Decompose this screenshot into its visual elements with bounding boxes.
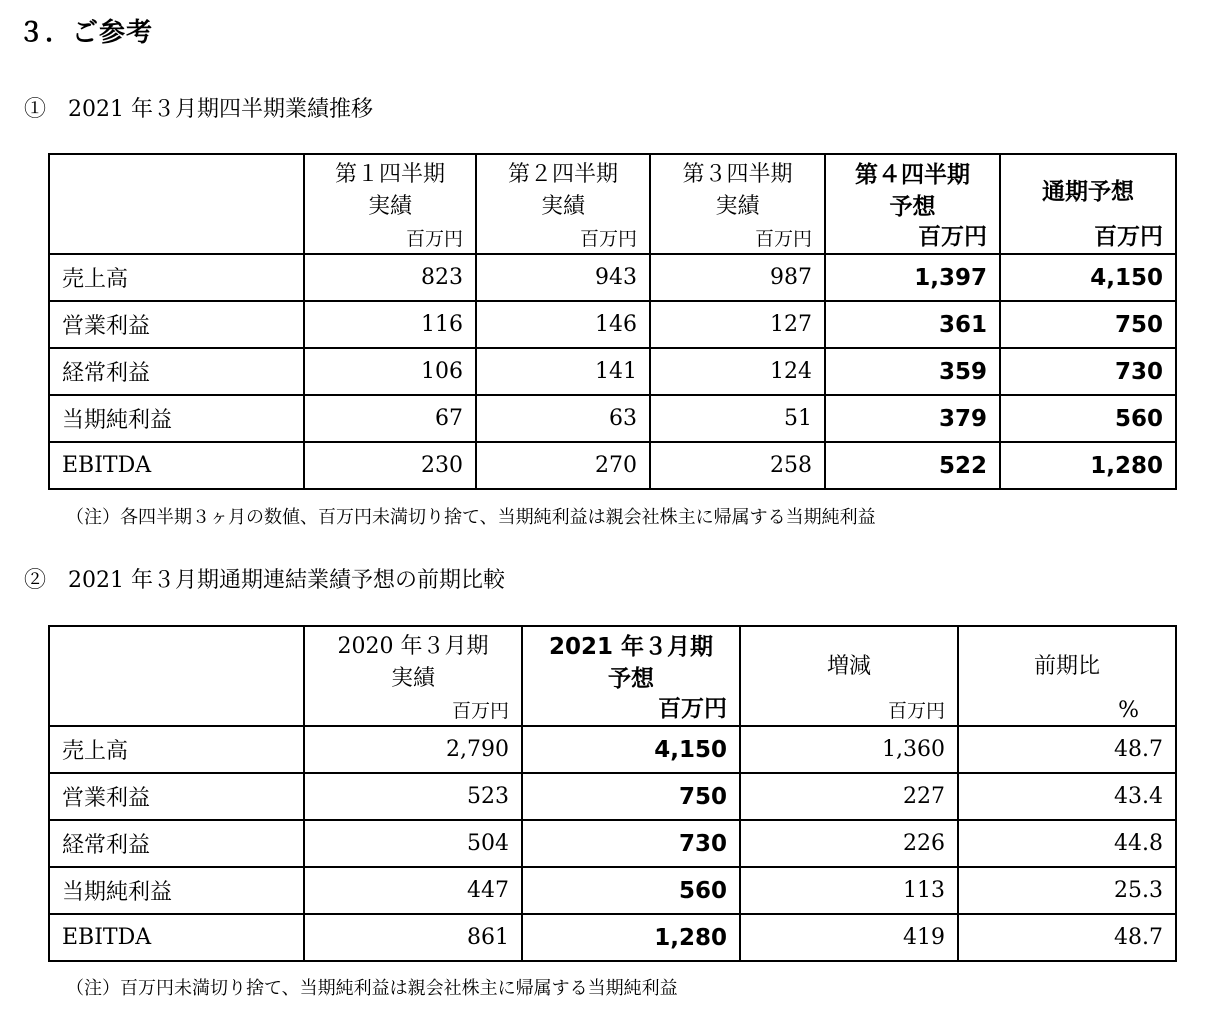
header-full-year-unit: 百万円 [1094,224,1163,250]
header-fy2020-unit: 百万円 [451,700,509,722]
header-full-year [1000,154,1176,254]
cell-value: 51 [650,395,825,442]
cell-value: 44.8 [958,820,1176,867]
cell-value: 730 [522,820,740,867]
page-heading: ３．ご参考 [18,18,154,48]
header-q3 [650,154,825,254]
cell-value: 127 [650,301,825,348]
header-yoy-line1: 前期比 [1033,654,1100,679]
row-label: 営業利益 [49,301,304,348]
row-label: 経常利益 [49,820,304,867]
cell-value: 943 [476,254,650,301]
header-change-line1: 増減 [826,654,871,679]
cell-value: 419 [740,914,958,961]
table-row [49,442,1176,489]
header-q4-unit: 百万円 [918,224,987,250]
cell-value: 116 [304,301,476,348]
table-row [49,867,1176,914]
cell-value: 4,150 [1000,254,1176,301]
table-header-row [49,626,1176,726]
header-yoy [958,626,1176,726]
cell-value: 230 [304,442,476,489]
row-label: EBITDA [49,442,304,489]
section2-note: （注）百万円未満切り捨て、当期純利益は親会社株主に帰属する当期純利益 [66,978,678,999]
table-row [49,820,1176,867]
cell-value: 750 [1000,301,1176,348]
header-yoy-unit: % [1118,698,1139,723]
header-fy2021-line2: 予想 [608,666,654,692]
header-q3-unit: 百万円 [754,228,812,250]
cell-value: 146 [476,301,650,348]
cell-value: 523 [304,773,522,820]
section1-note: （注）各四半期３ヶ月の数値、百万円未満切り捨て、当期純利益は親会社株主に帰属する当期純利益 [66,507,876,528]
row-label: 当期純利益 [49,867,304,914]
cell-value: 560 [522,867,740,914]
cell-value: 106 [304,348,476,395]
header-fy2020-line2: 実績 [390,666,435,691]
cell-value: 226 [740,820,958,867]
cell-value: 359 [825,348,1000,395]
cell-value: 823 [304,254,476,301]
row-label: 当期純利益 [49,395,304,442]
cell-value: 48.7 [958,914,1176,961]
cell-value: 1,360 [740,726,958,773]
row-label: EBITDA [49,914,304,961]
header-full-year-line1: 通期予想 [1042,179,1134,205]
row-label: 売上高 [49,726,304,773]
header-empty-cell [49,626,304,726]
cell-value: 987 [650,254,825,301]
table-header-row [49,154,1176,254]
cell-value: 522 [825,442,1000,489]
cell-value: 43.4 [958,773,1176,820]
table-row [49,348,1176,395]
cell-value: 1,397 [825,254,1000,301]
table-row [49,726,1176,773]
table-row [49,914,1176,961]
header-q1 [304,154,476,254]
cell-value: 63 [476,395,650,442]
row-label: 売上高 [49,254,304,301]
cell-value: 379 [825,395,1000,442]
cell-value: 2,790 [304,726,522,773]
cell-value: 750 [522,773,740,820]
header-q2-line1: 第２四半期 [507,162,618,187]
header-q4-line2: 予想 [889,194,936,220]
table-row [49,301,1176,348]
yoy-comparison-table [48,625,1177,962]
row-label: 経常利益 [49,348,304,395]
cell-value: 361 [825,301,1000,348]
header-q2 [476,154,650,254]
header-fy2021-unit: 百万円 [658,696,727,722]
cell-value: 560 [1000,395,1176,442]
header-fy2020-line1: 2020 年３月期 [337,634,489,659]
header-change-unit: 百万円 [887,700,945,722]
cell-value: 447 [304,867,522,914]
header-q2-unit: 百万円 [579,228,637,250]
header-q4-line1: 第４四半期 [855,162,970,188]
header-change [740,626,958,726]
cell-value: 141 [476,348,650,395]
cell-value: 67 [304,395,476,442]
row-label: 営業利益 [49,773,304,820]
header-empty-cell [49,154,304,254]
header-q3-line1: 第３四半期 [682,162,793,187]
section2-title: ② 2021 年３月期通期連結業績予想の前期比較 [24,568,505,593]
header-q4 [825,154,1000,254]
header-q2-line2: 実績 [540,194,585,219]
header-q1-unit: 百万円 [405,228,463,250]
cell-value: 730 [1000,348,1176,395]
cell-value: 270 [476,442,650,489]
header-fy2020 [304,626,522,726]
section1-title: ① 2021 年３月期四半期業績推移 [24,97,373,122]
cell-value: 258 [650,442,825,489]
cell-value: 124 [650,348,825,395]
cell-value: 861 [304,914,522,961]
cell-value: 1,280 [1000,442,1176,489]
cell-value: 1,280 [522,914,740,961]
quarterly-results-table [48,153,1177,490]
cell-value: 504 [304,820,522,867]
table-row [49,395,1176,442]
table-row [49,254,1176,301]
header-q1-line2: 実績 [367,194,412,219]
header-fy2021 [522,626,740,726]
cell-value: 227 [740,773,958,820]
header-q1-line1: 第１四半期 [334,162,445,187]
cell-value: 25.3 [958,867,1176,914]
cell-value: 113 [740,867,958,914]
header-q3-line2: 実績 [715,194,760,219]
header-fy2021-line1: 2021 年３月期 [548,634,714,660]
cell-value: 4,150 [522,726,740,773]
table-row [49,773,1176,820]
cell-value: 48.7 [958,726,1176,773]
